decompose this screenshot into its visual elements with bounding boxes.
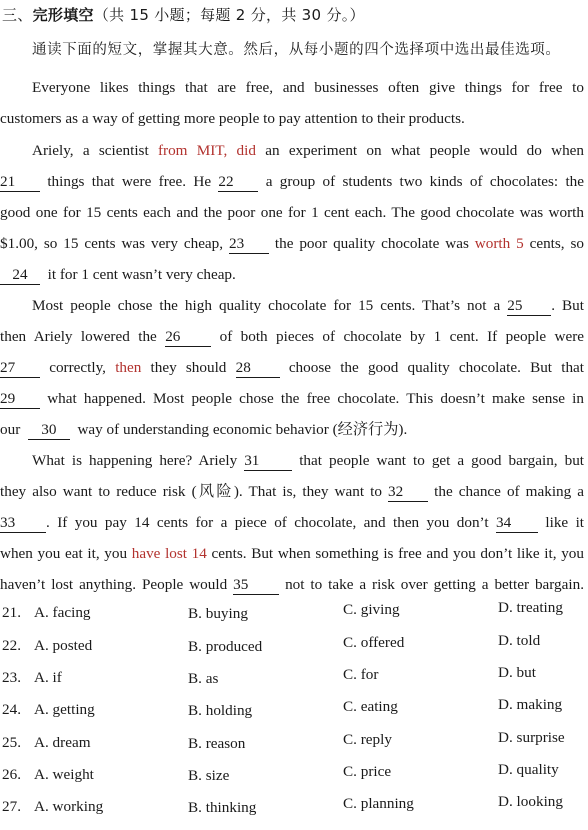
question-number: 25.	[2, 734, 21, 751]
passage-line: haven’t lost anything. People would 35 not to take a risk over getting a better bargain.	[0, 576, 585, 593]
passage-line: $1.00, so 15 cents was very cheap, 23 the poor quality chocolate was worth 5 cents, so	[0, 235, 585, 252]
option-d[interactable]: D. looking	[498, 793, 563, 810]
passage-line: when you eat it, you have lost 14 cents. But when something is free and you don’t like it, you	[0, 545, 584, 562]
passage-line: What is happening here? Ariely 31 that people want to get a good bargain, but	[32, 452, 585, 469]
passage-line: Everyone likes things that are free, and businesses often give things for free to	[32, 79, 584, 96]
blank-26: 26	[165, 328, 211, 347]
blank-30: 30	[28, 421, 70, 440]
blank-33: 33	[0, 514, 46, 533]
blank-35: 35	[233, 576, 279, 595]
passage-line: Most people chose the high quality chocolate for 15 cents. That’s not a 25 . But	[32, 297, 584, 314]
option-a[interactable]: A. weight	[34, 766, 94, 783]
question-number: 23.	[2, 669, 21, 686]
section-heading	[2, 4, 365, 25]
blank-29: 29	[0, 390, 40, 409]
passage-line: they also want to reduce risk (风险). That is, they want to 32 the chance of making a	[0, 483, 585, 500]
blank-24: 24	[0, 266, 40, 285]
option-c[interactable]: C. eating	[343, 698, 398, 715]
option-c[interactable]: C. for	[343, 666, 379, 683]
option-a[interactable]: A. posted	[34, 637, 93, 654]
option-d[interactable]: D. quality	[498, 761, 559, 778]
passage-line: Ariely, a scientist from MIT, did an experiment on what people would do when	[32, 142, 585, 159]
passage-line: good one for 15 cents each and the poor one for 1 cent each. The good chocolate was worth	[0, 204, 584, 221]
option-c[interactable]: C. price	[343, 763, 392, 780]
option-c[interactable]: C. planning	[343, 795, 414, 812]
question-number: 24.	[2, 701, 21, 718]
passage-line: customers as a way of getting more people to pay attention to their products.	[0, 110, 465, 127]
blank-34: 34	[496, 514, 538, 533]
option-d[interactable]: D. told	[498, 632, 541, 649]
option-b[interactable]: B. reason	[188, 735, 246, 752]
question-number: 26.	[2, 766, 21, 783]
passage-line: 21 things that were free. He 22 a group of students two kinds of chocolates: the	[0, 173, 585, 190]
passage-line: 24 it for 1 cent wasn’t very cheap.	[0, 264, 584, 286]
blank-23: 23	[229, 235, 269, 254]
question-number: 27.	[2, 798, 21, 815]
blank-21: 21	[0, 173, 40, 192]
option-d[interactable]: D. treating	[498, 599, 563, 616]
option-a[interactable]: A. getting	[34, 701, 95, 718]
section-instruction: 通读下面的短文，掌握其大意。然后，从每小题的四个选择项中选出最佳选项。	[32, 42, 561, 58]
section-number: 三、	[2, 6, 33, 24]
option-d[interactable]: D. but	[498, 664, 536, 681]
option-b[interactable]: B. buying	[188, 605, 248, 622]
option-b[interactable]: B. produced	[188, 638, 263, 655]
section-scoring-note: （共 15 小题；每题 2 分，共 30 分。）	[93, 6, 365, 24]
option-b[interactable]: B. as	[188, 670, 219, 687]
blank-27: 27	[0, 359, 40, 378]
section-title: 完形填空	[32, 6, 94, 24]
question-number: 22.	[2, 637, 21, 654]
option-c[interactable]: C. giving	[343, 601, 400, 618]
option-b[interactable]: B. size	[188, 767, 230, 784]
option-d[interactable]: D. making	[498, 696, 563, 713]
option-c[interactable]: C. offered	[343, 634, 405, 651]
option-c[interactable]: C. reply	[343, 731, 392, 748]
blank-25: 25	[507, 297, 551, 316]
option-d[interactable]: D. surprise	[498, 729, 565, 746]
blank-28: 28	[236, 359, 280, 378]
passage-line: 27 correctly, then they should 28 choose the good quality chocolate. But that	[0, 359, 585, 376]
option-b[interactable]: B. thinking	[188, 799, 257, 816]
blank-31: 31	[244, 452, 292, 471]
passage-line: 29 what happened. Most people chose the free chocolate. This doesn’t make sense in	[0, 390, 585, 407]
question-number: 21.	[2, 604, 21, 621]
passage-line: 33 . If you pay 14 cents for a piece of chocolate, and then you don’t 34 like it	[0, 514, 585, 531]
blank-22: 22	[218, 173, 258, 192]
passage-line: our 30 way of understanding economic behavior (经济行为).	[0, 421, 408, 438]
blank-32: 32	[388, 483, 428, 502]
option-a[interactable]: A. facing	[34, 604, 91, 621]
option-a[interactable]: A. if	[34, 669, 62, 686]
option-a[interactable]: A. working	[34, 798, 104, 815]
option-b[interactable]: B. holding	[188, 702, 253, 719]
passage-line: then Ariely lowered the 26 of both pieces of chocolate by 1 cent. If people were	[0, 328, 585, 345]
option-a[interactable]: A. dream	[34, 734, 91, 751]
